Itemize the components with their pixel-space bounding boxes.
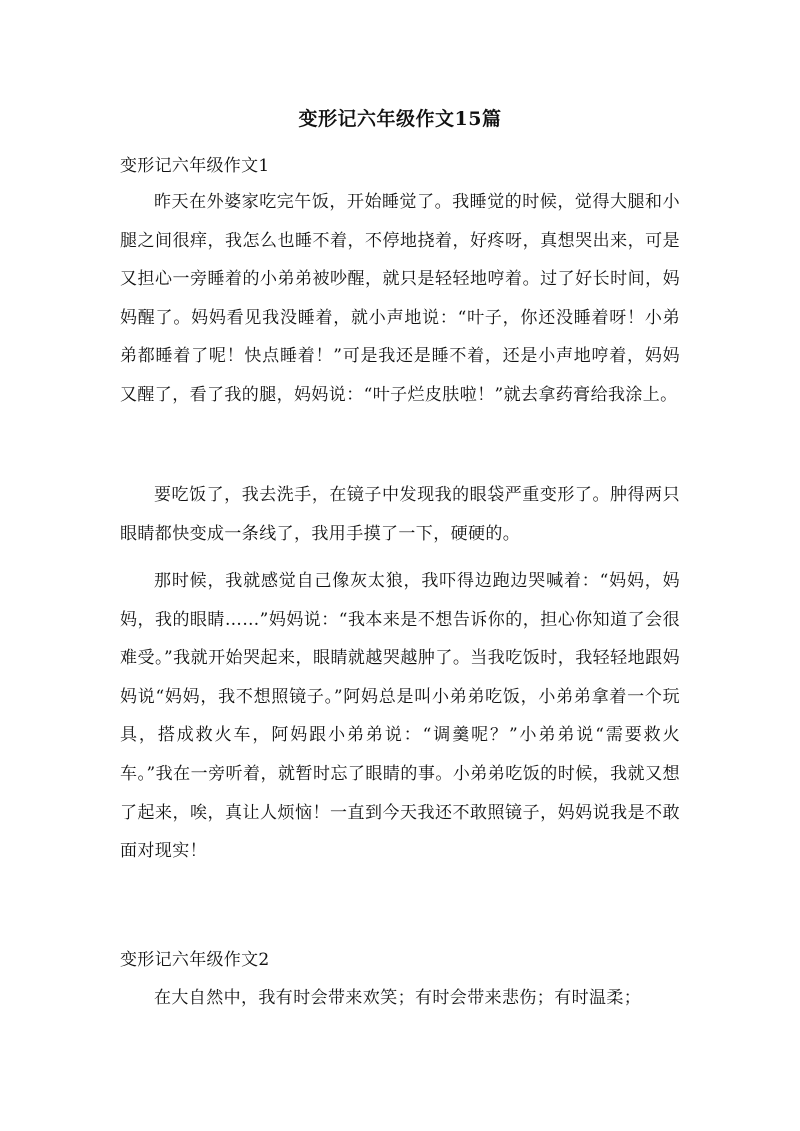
paragraph-1-3: 那时候，我就感觉自己像灰太狼，我吓得边跑边哭喊着：“妈妈，妈妈，我的眼睛……”妈妈说：“我本来是不想告诉你的，担心你知道了会很难受。”我就开始哭起来，眼睛就越哭越肿了。当我吃饭时，我轻轻地跟妈妈说“妈妈，我不想照镜子。”阿妈总是叫小弟弟吃饭，小弟弟拿着一个玩具，搭成救火车，阿妈跟小弟弟说：“调羹呢？”小弟弟说“需要救火车。”我在一旁听着，就暂时忘了眼睛的事。小弟弟吃饭的时候，我就又想了起来，唉，真让人烦恼！一直到今天我还不敢照镜子，妈妈说我是不敢面对现实！ bbox=[120, 571, 680, 862]
section-heading-1: 变形记六年级作文1 bbox=[120, 156, 270, 176]
section-heading-2: 变形记六年级作文2 bbox=[120, 950, 270, 970]
document-title: 变形记六年级作文15篇 bbox=[298, 108, 502, 130]
paragraph-2-1: 在大自然中，我有时会带来欢笑；有时会带来悲伤；有时温柔； bbox=[154, 988, 642, 1008]
paragraph-1-2: 要吃饭了，我去洗手，在镜子中发现我的眼袋严重变形了。肿得两只眼睛都快变成一条线了，我用手摸了一下，硬硬的。 bbox=[120, 485, 680, 544]
paragraph-1-1: 昨天在外婆家吃完午饭，开始睡觉了。我睡觉的时候，觉得大腿和小腿之间很痒，我怎么也睡不着，不停地挠着，好疼呀，真想哭出来，可是又担心一旁睡着的小弟弟被吵醒，就只是轻轻地哼着。过了好长时间，妈妈醒了。妈妈看见我没睡着，就小声地说：“叶子，你还没睡着呀！小弟弟都睡着了呢！快点睡着！”可是我还是睡不着，还是小声地哼着，妈妈又醒了，看了我的腿，妈妈说：“叶子烂皮肤啦！”就去拿药膏给我涂上。 bbox=[120, 192, 680, 405]
